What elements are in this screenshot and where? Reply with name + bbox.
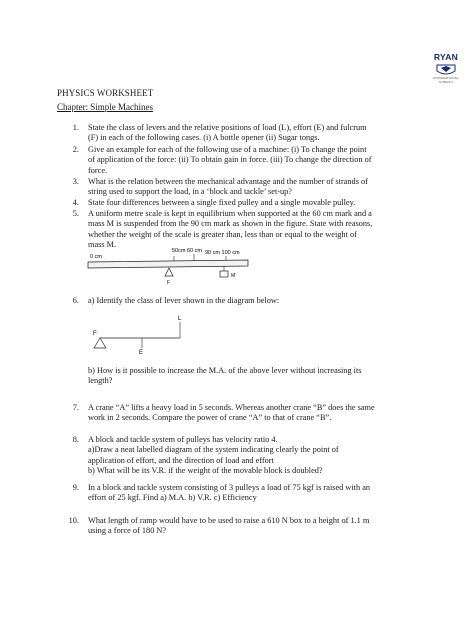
question-line: What is the relation between the mechanical advantage and the number of strands of bbox=[88, 177, 368, 186]
question-line: Give an example for each of the following use of a machine: (i) To change the point bbox=[88, 145, 367, 154]
question-line: b) How is it possible to increase the M.A. of the above lever without increasing its bbox=[88, 366, 362, 375]
question-line: b) What will be its V.R. if the weight of the movable block is doubled? bbox=[88, 465, 323, 475]
scale-label-0cm: 0 cm bbox=[90, 254, 102, 260]
question-line: force. bbox=[88, 165, 108, 175]
question-number: 3. bbox=[72, 177, 79, 186]
question-line: a)Draw a neat labelled diagram of the system indicating clearly the point of bbox=[88, 445, 339, 455]
logo-tagline-2: SCHOOLS bbox=[438, 79, 454, 84]
question-line: a) Identify the class of lever shown in the diagram below: bbox=[88, 296, 280, 305]
question-number: 2. bbox=[72, 145, 79, 154]
question-line: mass M. bbox=[88, 239, 117, 249]
question-number: 8. bbox=[72, 435, 79, 444]
question-line: using a force of 180 N? bbox=[88, 526, 167, 536]
fulcrum-triangle bbox=[165, 268, 173, 276]
question-line: A block and tackle system of pulleys has velocity ratio 4. bbox=[88, 435, 278, 444]
fulcrum-label: F bbox=[93, 331, 97, 337]
question-number: 1. bbox=[72, 123, 79, 132]
effort-label: E bbox=[139, 350, 144, 356]
question-number: 5. bbox=[72, 209, 79, 218]
question-line: string used to support the load, in a ‘block and tackle’ set-up? bbox=[88, 187, 292, 197]
question-line: mass M is suspended from the 90 cm mark as shown in the figure. State with reasons, bbox=[88, 219, 373, 229]
question-line: (F) in each of the following cases. (i) A bottle opener (ii) Sugar tongs. bbox=[88, 133, 320, 143]
scale-label-90-100cm: 90 cm 100 cm bbox=[205, 250, 240, 256]
fulcrum-triangle bbox=[94, 338, 106, 348]
fulcrum-label: F bbox=[167, 280, 171, 286]
logo-tagline-1: INTERNATIONAL bbox=[433, 76, 459, 80]
question-line: of application of the force: (ii) To obtain gain in force. (iii) To change the direction of bbox=[88, 155, 372, 165]
mass-label: M bbox=[231, 273, 236, 279]
crest-icon bbox=[435, 63, 457, 77]
question-number: 4. bbox=[72, 198, 79, 207]
question-line: whether the weight of the scale is greater than, less than or equal to the weight of bbox=[88, 229, 357, 239]
chapter-heading: Chapter: Simple Machines bbox=[57, 102, 153, 112]
logo-brand: RYAN bbox=[433, 52, 459, 62]
load-label: L bbox=[178, 316, 182, 322]
question-line: A uniform metre scale is kept in equilibrium when supported at the 60 cm mark and a bbox=[88, 209, 372, 218]
question-line: application of effort, and the direction of load and effort bbox=[88, 455, 274, 465]
question-number: 10. bbox=[68, 516, 79, 525]
question-number: 6. bbox=[72, 296, 79, 305]
lever-figure bbox=[90, 312, 190, 358]
scale-label-50-60cm: 50cm 60 cm bbox=[172, 248, 202, 254]
question-line: State the class of levers and the relative positions of load (L), effort (E) and fulcrum bbox=[88, 123, 367, 132]
question-line: effort of 25 kgf. Find a) M.A. b) V.R. c) Efficiency bbox=[88, 493, 257, 503]
question-line: State four differences between a single fixed pulley and a single movable pulley. bbox=[88, 198, 356, 207]
question-line: A crane “A” lifts a heavy load in 5 seconds. Whereas another crane “B” does the same bbox=[88, 403, 375, 412]
question-line: In a block and tackle system consisting of 3 pulleys a load of 75 kgf is raised with an bbox=[88, 483, 371, 492]
question-line: length? bbox=[88, 376, 113, 386]
question-line: What length of ramp would have to be used to raise a 610 N box to a height of 1.1 m bbox=[88, 516, 370, 525]
mass-block bbox=[220, 271, 228, 277]
metre-scale-figure bbox=[86, 244, 276, 292]
worksheet-title: PHYSICS WORKSHEET bbox=[57, 88, 154, 98]
question-number: 9. bbox=[72, 483, 79, 492]
school-logo bbox=[428, 52, 464, 84]
question-number: 7. bbox=[72, 403, 79, 412]
question-line: work in 2 seconds. Compare the power of crane “A” to that of crane “B”. bbox=[88, 413, 332, 423]
